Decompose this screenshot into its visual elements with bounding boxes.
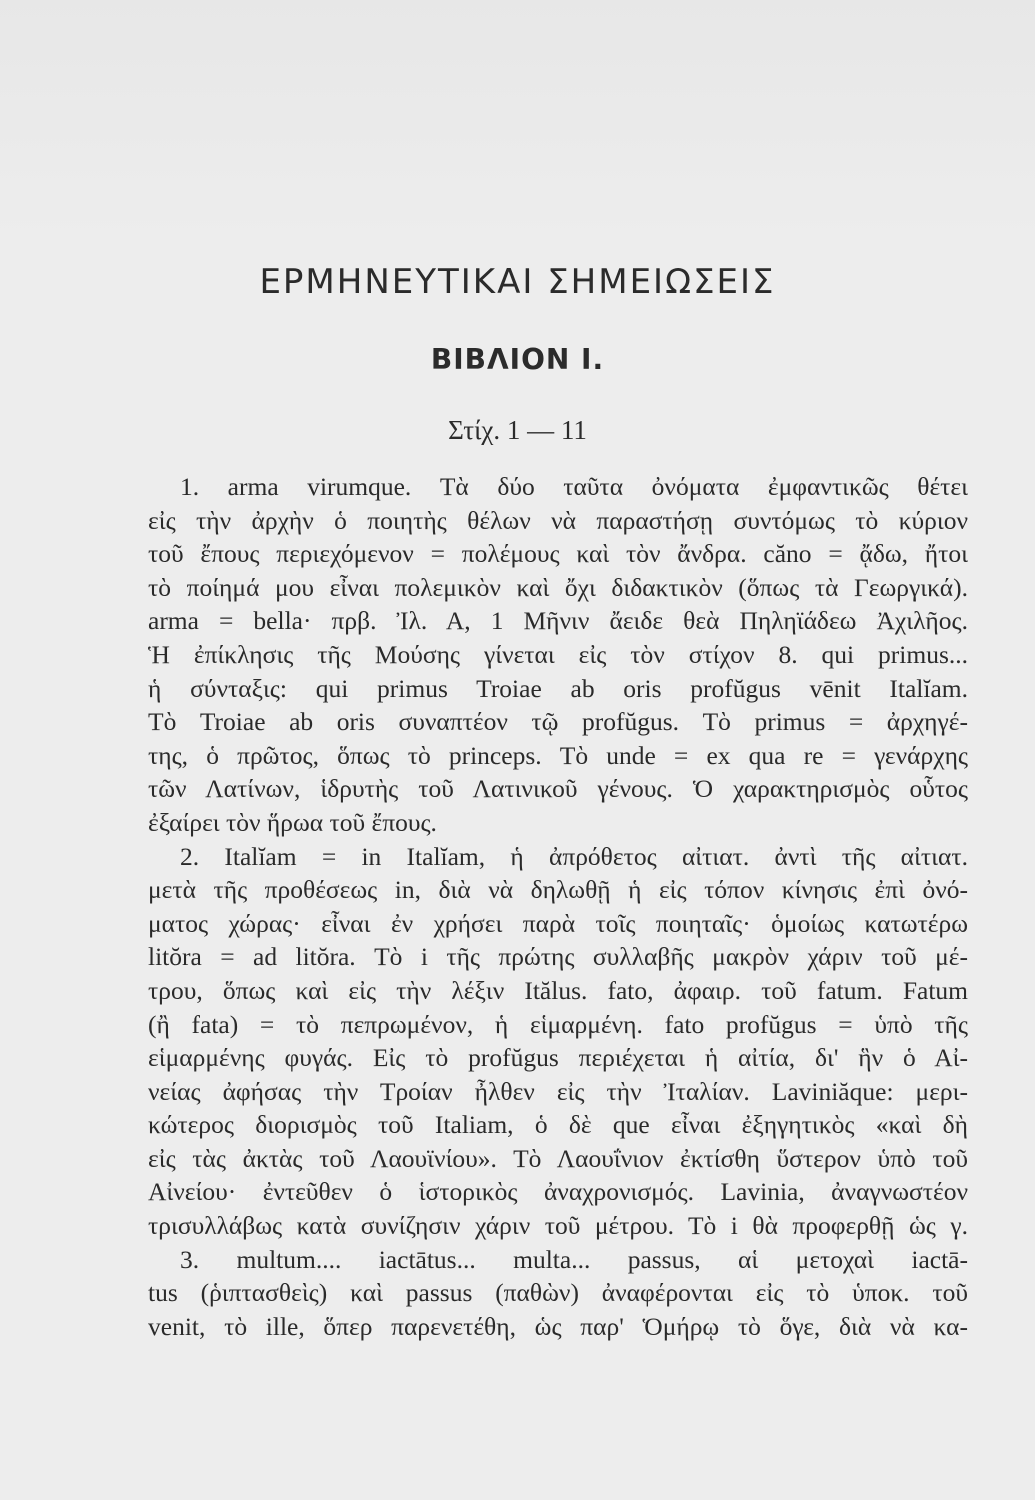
- text-line: litŏra = ad litŏra. Τὸ i τῆς πρώτης συλλαβῆς μακρὸν χάριν τοῦ μέ-: [148, 942, 968, 972]
- text-line: τῶν Λατίνων, ἱδρυτὴς τοῦ Λατινικοῦ γένους. Ὁ χαρακτηρισμὸς οὗτος: [148, 774, 968, 804]
- verses-heading: Στίχ. 1 — 11: [448, 415, 587, 445]
- page-title: ΕΡΜΗΝΕΥΤΙΚΑΙ ΣΗΜΕΙΩΣΕΙΣ: [259, 262, 776, 302]
- text-line: τὸ ποίημά μου εἶναι πολεμικὸν καὶ ὄχι διδακτικὸν (ὅπως τὰ Γεωργικά).: [148, 572, 968, 602]
- text-line: venit, τὸ ille, ὅπερ παρενετέθη, ὡς παρ' Ὁμήρῳ τὸ ὅγε, διὰ νὰ κα-: [148, 1311, 968, 1341]
- text-line: της, ὁ πρῶτος, ὅπως τὸ princeps. Τὸ unde = ex qua re = γενάρχης: [148, 740, 968, 770]
- text-line: 1. arma virumque. Τὰ δύο ταῦτα ὀνόματα ἐμφαντικῶς θέτει: [180, 472, 968, 501]
- text-line: τοῦ ἔπους περιεχόμενον = πολέμους καὶ τὸν ἄνδρα. căno = ᾄδω, ἤτοι: [148, 539, 968, 569]
- text-line: 2. Italĭam = in Italĭam, ἡ ἀπρόθετος αἰτιατ. ἀντὶ τῆς αἰτιατ.: [180, 841, 968, 871]
- text-line: τρισυλλάβως κατὰ συνίζησιν χάριν τοῦ μέτρου. Τὸ i θὰ προφερθῇ ὡς γ.: [148, 1211, 968, 1241]
- text-line: 3. multum.... iactātus... multa... passus, αἱ μετοχαὶ iactā-: [180, 1244, 968, 1274]
- text-line: (ἢ fata) = τὸ πεπρωμένον, ἡ εἱμαρμένη. fato profŭgus = ὑπὸ τῆς: [148, 1009, 968, 1039]
- text-line: τρου, ὅπως καὶ εἰς τὴν λέξιν Itălus. fato, ἀφαιρ. τοῦ fatum. Fatum: [148, 975, 968, 1005]
- text-line: ἐξαίρει τὸν ἥρωα τοῦ ἔπους.: [148, 807, 437, 837]
- text-line: ματος χώρας· εἶναι ἐν χρήσει παρὰ τοῖς ποιηταῖς· ὁμοίως κατωτέρω: [148, 908, 968, 938]
- page-shading: [0, 0, 1035, 240]
- text-line: Τὸ Troiae ab oris συναπτέον τῷ profŭgus. Τὸ primus = ἀρχηγέ-: [148, 707, 968, 737]
- text-line: Ἡ ἐπίκλησις τῆς Μούσης γίνεται εἰς τὸν στίχον 8. qui primus...: [148, 639, 968, 669]
- text-line: εἱμαρμένης φυγάς. Εἰς τὸ profŭgus περιέχεται ἡ αἰτία, δι' ἣν ὁ Αἰ-: [148, 1043, 968, 1073]
- text-line: εἰς τὰς ἀκτὰς τοῦ Λαουϊνίου». Τὸ Λαουΐνιον ἐκτίσθη ὕστερον ὑπὸ τοῦ: [148, 1143, 968, 1173]
- text-line: Αἰνείου· ἐντεῦθεν ὁ ἱστορικὸς ἀναχρονισμός. Lavinia, ἀναγνωστέον: [148, 1177, 968, 1207]
- commentary-text: [148, 470, 968, 1343]
- text-line: μετὰ τῆς προθέσεως in, διὰ νὰ δηλωθῇ ἡ εἰς τόπον κίνησις ἐπὶ ὀνό-: [148, 875, 968, 905]
- text-line: εἰς τὴν ἀρχὴν ὁ ποιητὴς θέλων νὰ παραστήσῃ συντόμως τὸ κύριον: [148, 505, 968, 535]
- book-heading: ΒΙΒΛΙΟΝ Ι.: [430, 343, 605, 376]
- text-line: tus (ῥιπτασθεὶς) καὶ passus (παθὼν) ἀναφέρονται εἰς τὸ ὑποκ. τοῦ: [148, 1278, 968, 1308]
- text-line: ἡ σύνταξις: qui primus Troiae ab oris profŭgus vēnit Italĭam.: [148, 673, 968, 703]
- text-line: νείας ἀφήσας τὴν Τροίαν ἦλθεν εἰς τὴν Ἰταλίαν. Laviniăque: μερι-: [148, 1076, 968, 1106]
- text-line: κώτερος διορισμὸς τοῦ Italiam, ὁ δὲ que εἶναι ἐξηγητικὸς «καὶ δὴ: [148, 1110, 968, 1140]
- text-line: arma = bella· πρβ. Ἰλ. Α, 1 Μῆνιν ἄειδε θεὰ Πηληϊάδεω Ἀχιλῆος.: [148, 606, 968, 636]
